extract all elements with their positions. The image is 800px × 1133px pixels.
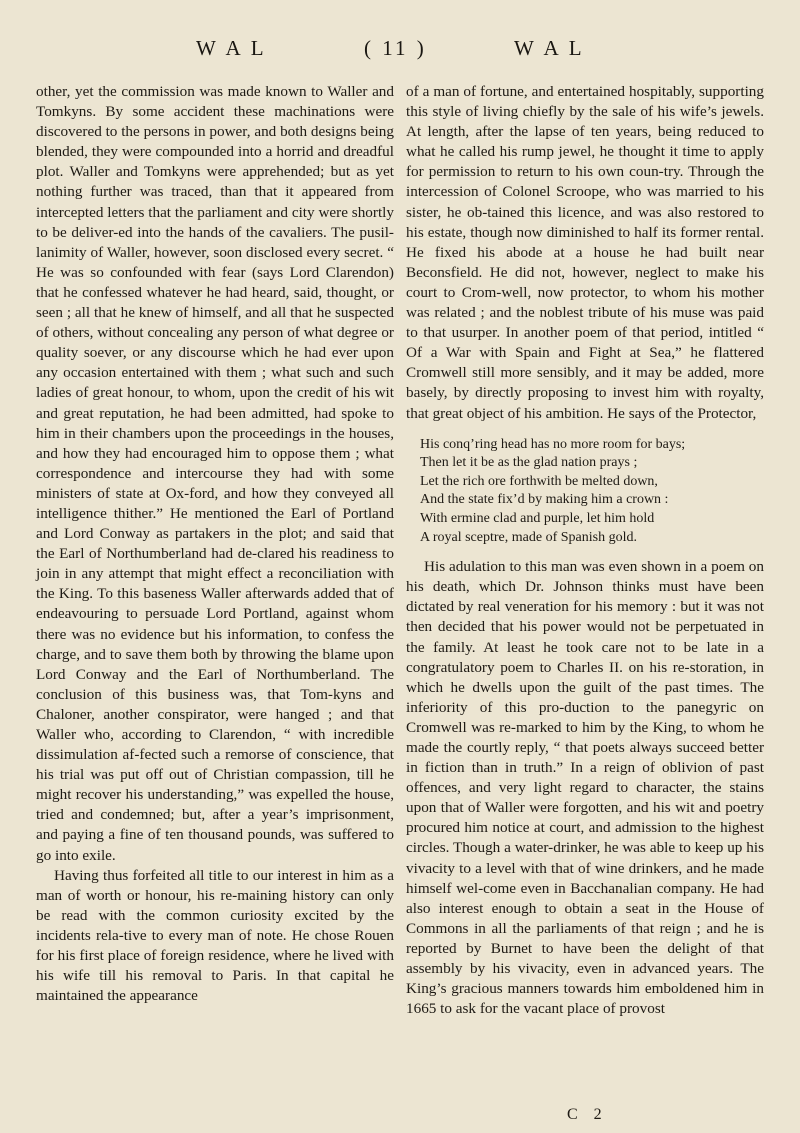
verse-line: A royal sceptre, made of Spanish gold. [420, 529, 637, 545]
verse-line: Then let it be as the glad nation prays ; [420, 455, 638, 471]
verse-line: Let the rich ore forthwith be melted down, [420, 473, 658, 489]
right-paragraph-1: of a man of fortune, and entertained hospitably, supporting this style of living chiefly by the sale of his wife’s jewels. At length, after the lapse of ten years, being reduced to what he called his rump jewel, he thought it time to apply for permission to return to his own coun-try. Through the intercession of Colonel Scroope, who was married to his sister, he ob-tained this licence, and was also restored to his estate, though now diminished to half its former rental. He fixed his abode at a house he had built near Beconsfield. He did not, however, neglect to make his court to Crom-well, now protector, to whom his mother was related ; and the noblest tribute of his muse was paid to that usurper. In another poem of that period, intitled “ Of a War with Spain and Fight at Sea,” he flattered Cromwell still more sensibly, and it may be added, more basely, by directly proposing to invest him with royalty, that great object of his ambition. He says of the Protector, [406, 83, 764, 422]
signature-mark: C 2 [567, 1106, 608, 1123]
verse-line: With ermine clad and purple, let him hold [420, 510, 655, 526]
page-number: ( 11 ) [364, 36, 427, 60]
header-right: W A L [514, 36, 585, 60]
verse-line: His conq’ring head has no more room for bays; [420, 436, 686, 452]
left-paragraph-2: Having thus forfeited all title to our interest in him as a man of worth or honour, his re-maining history can only be read with the common curiosity excited by the incidents rela-tive to every man of note. He chose Rouen for his first place of foreign residence, where he lived with his wife till his removal to Paris. In that capital he maintained the appearance [36, 866, 394, 1005]
verse-line: And the state fix’d by making him a crown : [420, 492, 669, 508]
verse-block [420, 436, 764, 548]
header-left: W A L [196, 36, 267, 60]
running-header [196, 36, 616, 66]
left-column [36, 82, 394, 1006]
right-column [406, 82, 764, 1019]
right-paragraph-2: His adulation to this man was even shown in a poem on his death, which Dr. Johnson thinks must have been dictated by real veneration for his memory : but it was not then decided that his power would not be perpetuated in the family. At least he took care not to be late in a congratulatory poem to Charles II. on his re-storation, in which he dwells upon the guilt of the past times. The inferiority of this pro-duction to the panegyric on Cromwell was re-marked to him by the King, to whom he made the courtly reply, “ that poets always succeed better in fiction than in truth.” In a reign of oblivion of past offences, and very light regard to character, the stains upon that of Waller were forgotten, and his wit and poetry procured him notice at court, and admission to the highest circles. Though a water-drinker, he was able to keep up his vivacity to a level with that of wine drinkers, and he made himself wel-come even in Bacchanalian company. He had also interest enough to obtain a seat in the House of Commons in all the parliaments of that reign ; and he is reported by Burnet to have been the delight of that assembly by his vivacity, even in advanced years. The King’s gracious manners towards him emboldened him in 1665 to ask for the vacant place of provost [406, 558, 764, 1018]
left-paragraph-1: other, yet the commission was made known to Waller and Tomkyns. By some accident these machinations were discovered to the persons in power, and both designs being blended, they were compounded into a horrid and dreadful plot. Waller and Tomkyns were apprehended; but as yet nothing further was traced, than that it appeared from intercepted letters that the parliament and city were shortly to be deliver-ed into the hands of the cavaliers. The pusil-lanimity of Waller, however, soon disclosed every secret. “ He was so confounded with fear (says Lord Clarendon) that he confessed whatever he had heard, said, thought, or seen ; all that he knew of himself, and all that he suspected of others, without concealing any person of what degree or quality soever, or any discourse which he had ever upon any occasion entertained with them ; what such and such ladies of great honour, to whom, upon the credit of his wit and great reputation, he had been admitted, had spoke to him in their chambers upon the proceedings in the houses, and how they had encouraged him to oppose them ; what correspondence and intercourse they had with some ministers of state at Ox-ford, and how they conveyed all intelligence thither.” He mentioned the Earl of Portland and Lord Conway as partakers in the plot; and said that the Earl of Northumberland had de-clared his readiness to join in any attempt that might effect a reconciliation with the King. To this baseness Waller afterwards added that of endeavouring to persuade Lord Portland, against whom there was no evidence but his information, to confess the charge, and to save them both by throwing the blame upon Lord Conway and the Earl of Northumberland. The conclusion of this business was, that Tom-kyns and Chaloner, another conspirator, were hanged ; and that Waller who, according to Clarendon, “ with incredible dissimulation af-fected such a remorse of conscience, that his trial was put off out of Christian compassion, till he might recover his understanding,” was expelled the house, tried and condemned; but, after a year’s imprisonment, and paying a fine of ten thousand pounds, was suffered to go into exile. [36, 83, 394, 864]
